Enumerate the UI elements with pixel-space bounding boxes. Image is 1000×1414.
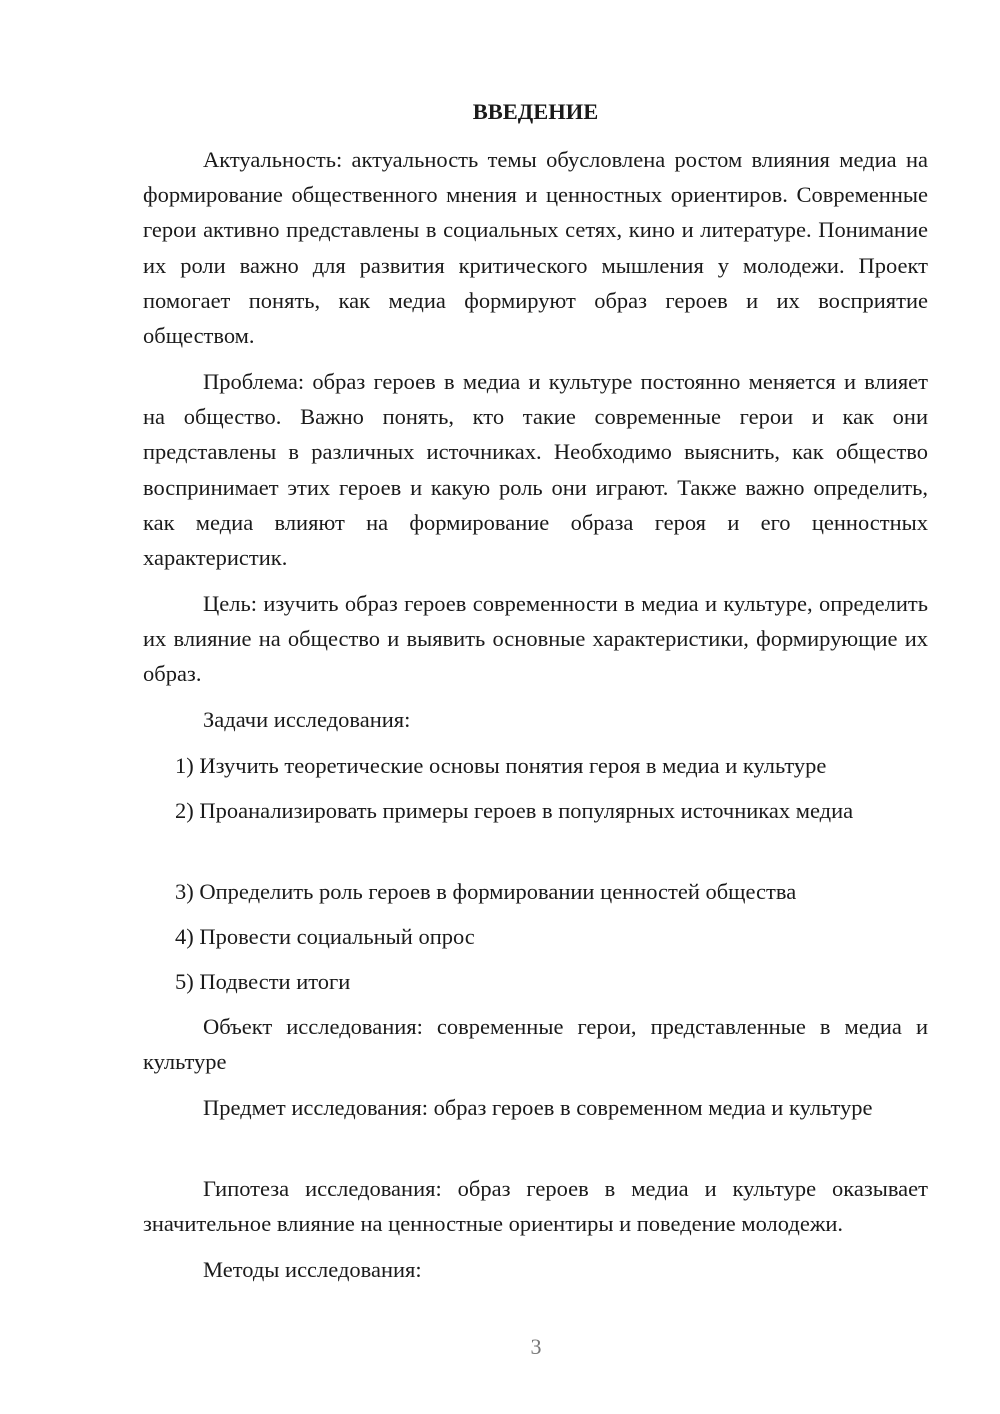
- page-number: 3: [530, 1334, 542, 1359]
- task-item: 4) Провести социальный опрос: [175, 924, 475, 949]
- tasks-heading: Задачи исследования:: [203, 707, 411, 732]
- subject-paragraph: Предмет исследования: образ героев в современном медиа и культуре: [203, 1095, 873, 1120]
- hypothesis-paragraph: Гипотеза исследования: образ героев в медиа и культуре оказывает значительное влияние на ценностные ориентиры и поведение молодежи.: [143, 1176, 928, 1237]
- relevance-paragraph: Актуальность: актуальность темы обусловлена ростом влияния медиа на формирование общественного мнения и ценностных ориентиров. Современные герои активно представлены в социальных сетях, кино и литературе. Понимание их роли важно для развития критического мышления у молодежи. Проект помогает понять, как медиа формируют образ героев и их восприятие обществом.: [143, 147, 928, 349]
- problem-paragraph: Проблема: образ героев в медиа и культуре постоянно меняется и влияет на общество. Важно понять, кто такие современные герои и как они представлены в различных источниках. Необходимо выяснить, как общество воспринимает этих героев и какую роль они играют. Также важно определить, как медиа влияют на формирование образа героя и его ценностных характеристик.: [143, 369, 928, 571]
- object-paragraph: Объект исследования: современные герои, представленные в медиа и культуре: [143, 1014, 928, 1075]
- task-item: 3) Определить роль героев в формировании ценностей общества: [175, 879, 797, 904]
- methods-heading: Методы исследования:: [203, 1257, 422, 1282]
- goal-paragraph: Цель: изучить образ героев современности в медиа и культуре, определить их влияние на общество и выявить основные характеристики, формирующие их образ.: [143, 591, 928, 687]
- section-title: ВВЕДЕНИЕ: [472, 99, 599, 124]
- task-item: 5) Подвести итоги: [175, 969, 351, 994]
- task-item: 1) Изучить теоретические основы понятия героя в медиа и культуре: [175, 753, 827, 778]
- task-item: 2) Проанализировать примеры героев в популярных источниках медиа: [175, 798, 854, 823]
